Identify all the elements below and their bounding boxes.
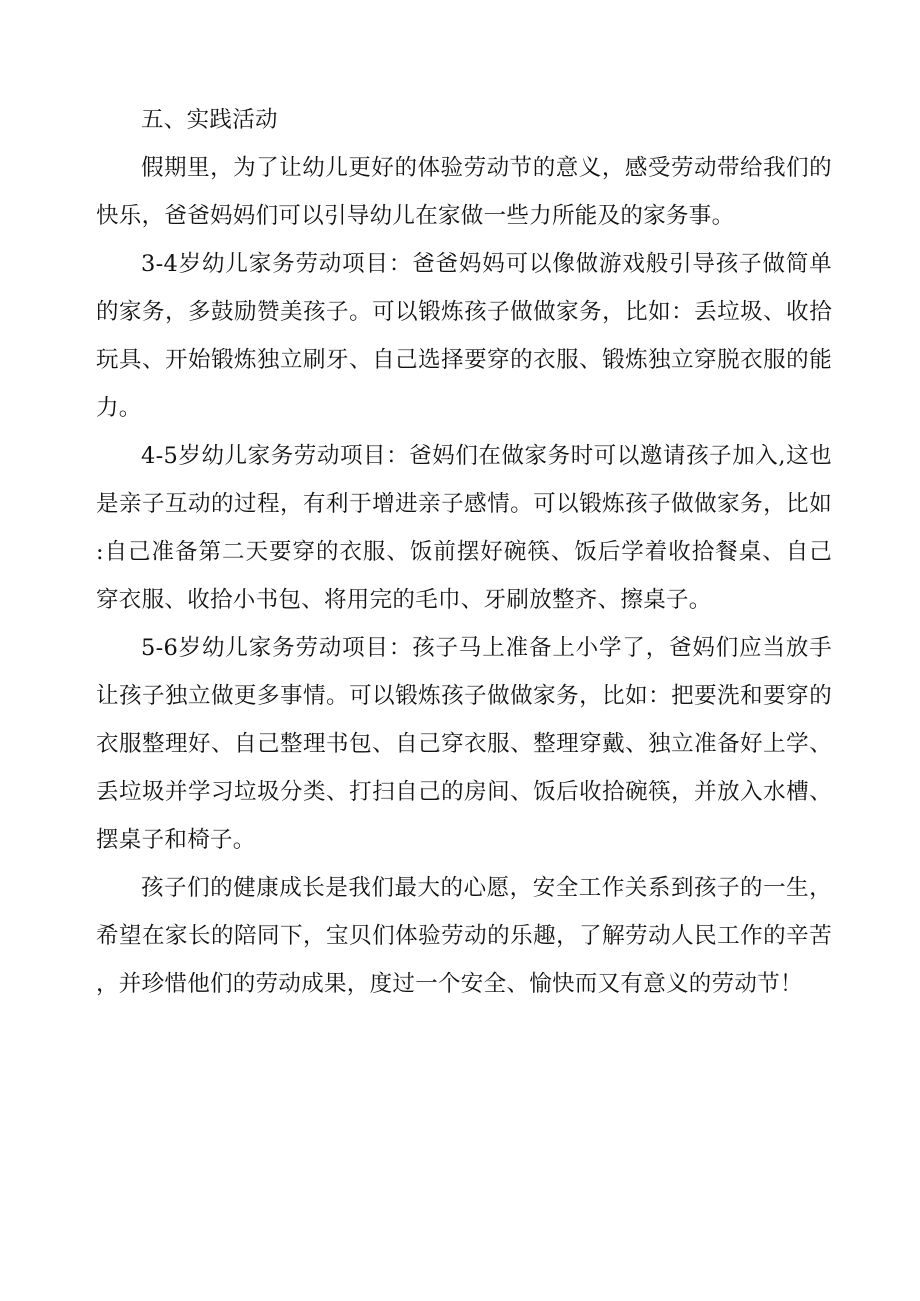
paragraph-age-3-4: 3-4岁幼儿家务劳动项目：爸爸妈妈可以像做游戏般引导孩子做简单的家务，多鼓励赞美孩子。可以锻炼孩子做做家务，比如：丢垃圾、收拾玩具、开始锻炼独立刷牙、自己选择要穿的衣服、锻炼独立穿脱衣服的能力。 (96, 251, 832, 421)
paragraph-age-5-6: 5-6岁幼儿家务劳动项目：孩子马上准备上小学了，爸妈们应当放手让孩子独立做更多事情。可以锻炼孩子做做家务，比如：把要洗和要穿的衣服整理好、自己整理书包、自己穿衣服、整理穿戴、独立准备好上学、丢垃圾并学习垃圾分类、打扫自己的房间、饭后收拾碗筷，并放入水槽、摆桌子和椅子。 (96, 635, 832, 853)
document-body (96, 96, 832, 1008)
paragraph-closing: 孩子们的健康成长是我们最大的心愿，安全工作关系到孩子的一生，希望在家长的陪同下，宝贝们体验劳动的乐趣，了解劳动人民工作的辛苦，并珍惜他们的劳动成果，度过一个安全、愉快而又有意义的劳动节！ (96, 875, 832, 997)
paragraph-holiday-intro: 假期里，为了让幼儿更好的体验劳动节的意义，感受劳动带给我们的快乐，爸爸妈妈们可以引导幼儿在家做一些力所能及的家务事。 (96, 155, 832, 229)
paragraph-age-4-5: 4-5岁幼儿家务劳动项目：爸妈们在做家务时可以邀请孩子加入,这也是亲子互动的过程，有利于增进亲子感情。可以锻炼孩子做做家务，比如:自己准备第二天要穿的衣服、饭前摆好碗筷、饭后学着收拾餐桌、自己穿衣服、收拾小书包、将用完的毛巾、牙刷放整齐、擦桌子。 (96, 443, 832, 613)
section-heading: 五、实践活动 (141, 107, 278, 133)
